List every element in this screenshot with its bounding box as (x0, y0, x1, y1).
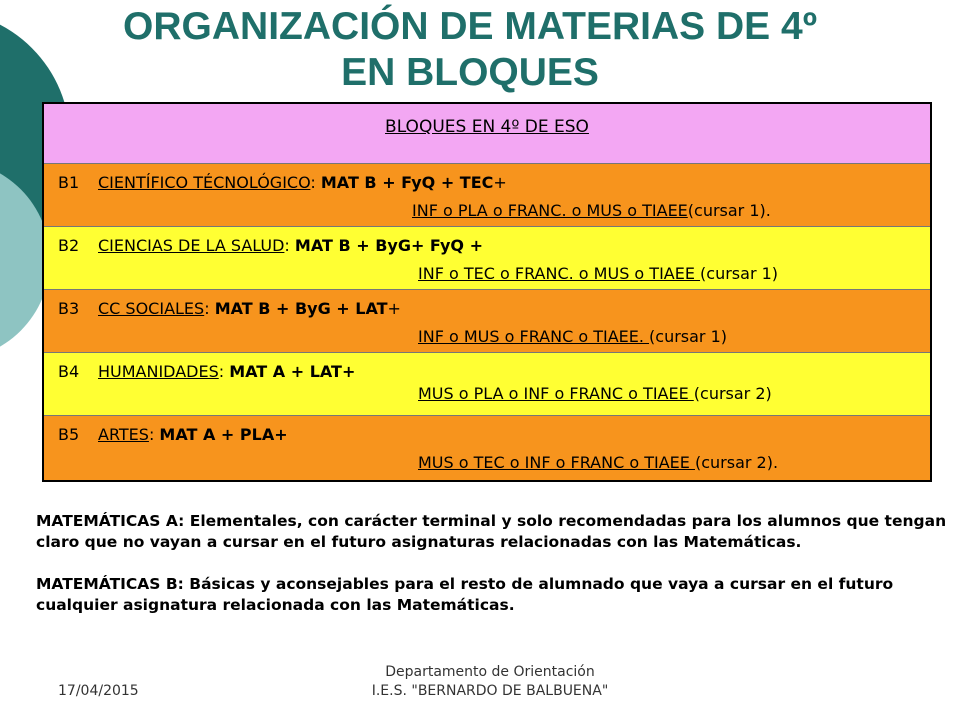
row-main-line (58, 299, 401, 318)
table-row-b2 (44, 227, 930, 290)
row-main-line (58, 362, 355, 381)
block-code: B4 (58, 362, 80, 381)
block-note: (cursar 2). (694, 453, 779, 472)
row-options-line (418, 327, 727, 346)
block-subjects: MAT B + ByG+ FyQ + (294, 236, 483, 255)
block-options: INF o PLA o FRANC. o MUS o TIAEE (412, 201, 688, 220)
block-options: MUS o TEC o INF o FRANC o TIAEE (418, 453, 695, 472)
footer-department-name: Departamento de Orientación (385, 664, 595, 680)
row-options-line (412, 201, 771, 220)
title-line-1: ORGANIZACIÓN DE MATERIAS DE 4º (123, 5, 817, 48)
block-code: B2 (58, 236, 80, 255)
block-separator: : (310, 173, 321, 192)
note-matematicas-a: MATEMÁTICAS A: Elementales, con carácter terminal y solo recomendadas para los alumnos que tengan claro que no vayan a cursar en el futuro asignaturas relacionadas con las Matemáticas. (36, 512, 947, 551)
block-name: CC SOCIALES (98, 299, 205, 318)
block-plus: + (387, 299, 401, 318)
block-separator: : (284, 236, 295, 255)
row-options-line (418, 384, 772, 403)
row-main-line (58, 236, 483, 255)
row-options-line (418, 264, 778, 283)
note-matematicas-b: MATEMÁTICAS B: Básicas y aconsejables para el resto de alumnado que vaya a cursar en el futuro cualquier asignatura relacionada con las Matemáticas. (36, 575, 894, 614)
block-note: (cursar 1). (687, 201, 771, 220)
block-plus: + (493, 173, 507, 192)
block-note: (cursar 1) (700, 264, 779, 283)
block-subjects: MAT A + LAT+ (229, 362, 356, 381)
block-subjects: MAT B + ByG + LAT (214, 299, 388, 318)
block-name: CIENTÍFICO TÉCNOLÓGICO (98, 173, 311, 192)
block-separator: : (148, 425, 160, 444)
block-code: B1 (58, 173, 80, 192)
table-header-row (44, 104, 930, 164)
row-options-line (418, 453, 778, 472)
blocks-table (42, 102, 932, 482)
block-subjects: MAT B + FyQ + TEC (320, 173, 494, 192)
notes-section (36, 511, 956, 637)
block-note: (cursar 2) (693, 384, 772, 403)
footer-date: 17/04/2015 (58, 683, 139, 699)
block-name: HUMANIDADES (98, 362, 219, 381)
block-options: INF o MUS o FRANC o TIAEE. (418, 327, 650, 346)
block-subjects: MAT A + PLA+ (159, 425, 288, 444)
block-options: MUS o PLA o INF o FRANC o TIAEE (418, 384, 694, 403)
block-note: (cursar 1) (649, 327, 728, 346)
table-header: BLOQUES EN 4º DE ESO (385, 117, 589, 137)
page-title (60, 4, 880, 96)
block-code: B5 (58, 425, 80, 444)
title-line-2: EN BLOQUES (341, 51, 599, 94)
row-main-line (58, 425, 288, 444)
table-row-b3 (44, 290, 930, 353)
block-name: ARTES (98, 425, 149, 444)
block-options: INF o TEC o FRANC. o MUS o TIAEE (418, 264, 701, 283)
footer-department (300, 663, 680, 701)
block-name: CIENCIAS DE LA SALUD (98, 236, 285, 255)
table-row-b5 (44, 416, 930, 480)
table-row-b4 (44, 353, 930, 416)
row-main-line (58, 173, 507, 192)
block-code: B3 (58, 299, 80, 318)
block-separator: : (218, 362, 230, 381)
footer-school-name: I.E.S. "BERNARDO DE BALBUENA" (371, 683, 609, 699)
table-row-b1 (44, 164, 930, 227)
block-separator: : (204, 299, 215, 318)
